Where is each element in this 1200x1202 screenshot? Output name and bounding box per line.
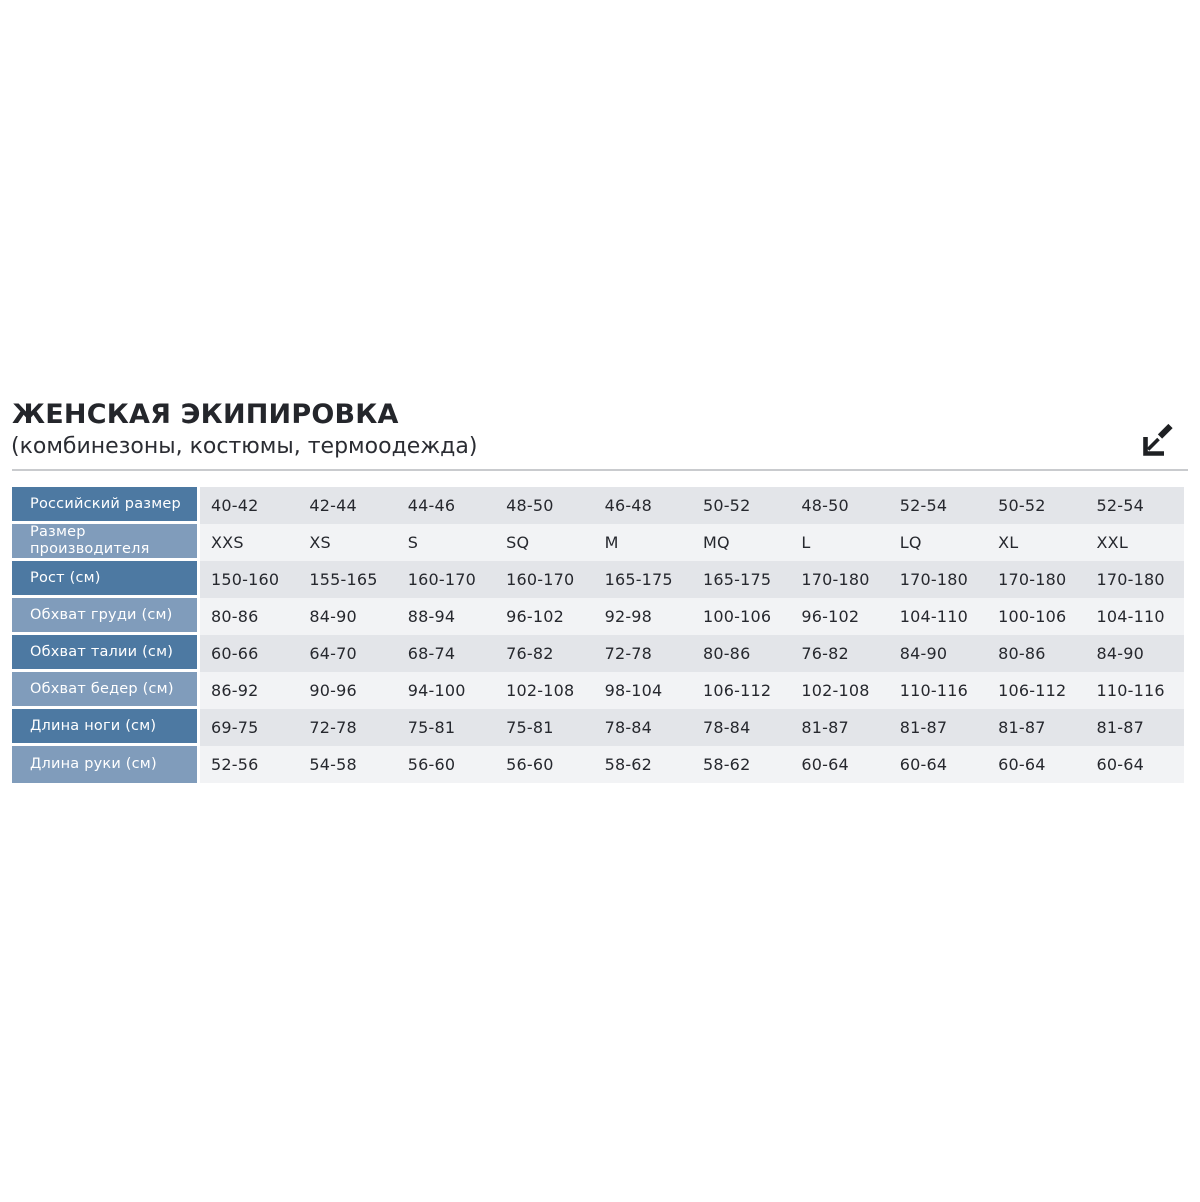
size-cell: 72-78 (298, 709, 396, 746)
size-cell: 165-175 (594, 561, 692, 598)
size-cell: XXS (200, 524, 298, 561)
size-cell: 84-90 (889, 635, 987, 672)
row-label: Рост (см) (12, 561, 200, 598)
size-cell: 165-175 (692, 561, 790, 598)
size-cell: S (397, 524, 495, 561)
size-cell: SQ (495, 524, 593, 561)
size-cell: 150-160 (200, 561, 298, 598)
size-cell: 81-87 (987, 709, 1085, 746)
table-row (12, 598, 1184, 635)
size-cell: 46-48 (594, 487, 692, 524)
size-cell: 50-52 (987, 487, 1085, 524)
size-cell: 84-90 (1086, 635, 1184, 672)
size-cell: 80-86 (692, 635, 790, 672)
size-cell: M (594, 524, 692, 561)
size-cell: 96-102 (790, 598, 888, 635)
table-row (12, 524, 1184, 561)
size-cell: 84-90 (298, 598, 396, 635)
size-cell: 100-106 (692, 598, 790, 635)
size-cell: 81-87 (790, 709, 888, 746)
row-label: Длина ноги (см) (12, 709, 200, 746)
size-cell: 76-82 (790, 635, 888, 672)
size-cell: 90-96 (298, 672, 396, 709)
size-cell: 58-62 (594, 746, 692, 783)
size-cell: 40-42 (200, 487, 298, 524)
size-cell: 81-87 (889, 709, 987, 746)
table-row (12, 561, 1184, 598)
row-label: Обхват бедер (см) (12, 672, 200, 709)
size-cell: 86-92 (200, 672, 298, 709)
size-cell: 60-64 (889, 746, 987, 783)
size-table (12, 487, 1184, 783)
size-cell: 68-74 (397, 635, 495, 672)
size-cell: 52-54 (1086, 487, 1184, 524)
size-cell: 54-58 (298, 746, 396, 783)
size-cell: 102-108 (495, 672, 593, 709)
size-cell: 160-170 (397, 561, 495, 598)
size-cell: 48-50 (495, 487, 593, 524)
table-row (12, 709, 1184, 746)
size-cell: 106-112 (987, 672, 1085, 709)
row-label: Обхват талии (см) (12, 635, 200, 672)
size-cell: 88-94 (397, 598, 495, 635)
page-title: ЖЕНСКАЯ ЭКИПИРОВКА (12, 399, 399, 430)
table-row (12, 635, 1184, 672)
size-cell: 170-180 (889, 561, 987, 598)
row-label: Размер производителя (12, 524, 200, 561)
size-table-body (12, 487, 1184, 783)
size-cell: 160-170 (495, 561, 593, 598)
size-cell: 170-180 (987, 561, 1085, 598)
size-cell: 50-52 (692, 487, 790, 524)
size-cell: 58-62 (692, 746, 790, 783)
table-row (12, 487, 1184, 524)
size-cell: 52-54 (889, 487, 987, 524)
row-label: Длина руки (см) (12, 746, 200, 783)
size-cell: 75-81 (495, 709, 593, 746)
size-cell: 56-60 (495, 746, 593, 783)
arrow-down-left-icon (1137, 420, 1177, 462)
size-cell: MQ (692, 524, 790, 561)
size-cell: 170-180 (790, 561, 888, 598)
size-cell: 72-78 (594, 635, 692, 672)
row-label: Российский размер (12, 487, 200, 524)
size-cell: 92-98 (594, 598, 692, 635)
size-cell: 60-64 (1086, 746, 1184, 783)
size-cell: 78-84 (594, 709, 692, 746)
size-cell: 60-64 (987, 746, 1085, 783)
size-cell: 102-108 (790, 672, 888, 709)
size-cell: 80-86 (987, 635, 1085, 672)
size-cell: 100-106 (987, 598, 1085, 635)
size-cell: 96-102 (495, 598, 593, 635)
size-cell: 76-82 (495, 635, 593, 672)
table-row (12, 746, 1184, 783)
table-row (12, 672, 1184, 709)
size-cell: XXL (1086, 524, 1184, 561)
size-cell: LQ (889, 524, 987, 561)
size-cell: 110-116 (889, 672, 987, 709)
size-cell: 64-70 (298, 635, 396, 672)
size-cell: 48-50 (790, 487, 888, 524)
size-cell: 56-60 (397, 746, 495, 783)
size-cell: XS (298, 524, 396, 561)
size-cell: 60-64 (790, 746, 888, 783)
row-label: Обхват груди (см) (12, 598, 200, 635)
size-cell: 155-165 (298, 561, 396, 598)
size-cell: 42-44 (298, 487, 396, 524)
size-cell: 94-100 (397, 672, 495, 709)
size-cell: 110-116 (1086, 672, 1184, 709)
page-subtitle: (комбинезоны, костюмы, термоодежда) (11, 434, 478, 459)
size-cell: 98-104 (594, 672, 692, 709)
size-cell: 52-56 (200, 746, 298, 783)
size-cell: 104-110 (1086, 598, 1184, 635)
size-cell: 106-112 (692, 672, 790, 709)
size-cell: 75-81 (397, 709, 495, 746)
size-cell: 44-46 (397, 487, 495, 524)
size-cell: 81-87 (1086, 709, 1184, 746)
header-divider-line (12, 469, 1188, 471)
size-cell: 69-75 (200, 709, 298, 746)
size-cell: 60-66 (200, 635, 298, 672)
size-cell: 78-84 (692, 709, 790, 746)
size-cell: 104-110 (889, 598, 987, 635)
size-cell: XL (987, 524, 1085, 561)
size-cell: 170-180 (1086, 561, 1184, 598)
size-cell: 80-86 (200, 598, 298, 635)
size-cell: L (790, 524, 888, 561)
